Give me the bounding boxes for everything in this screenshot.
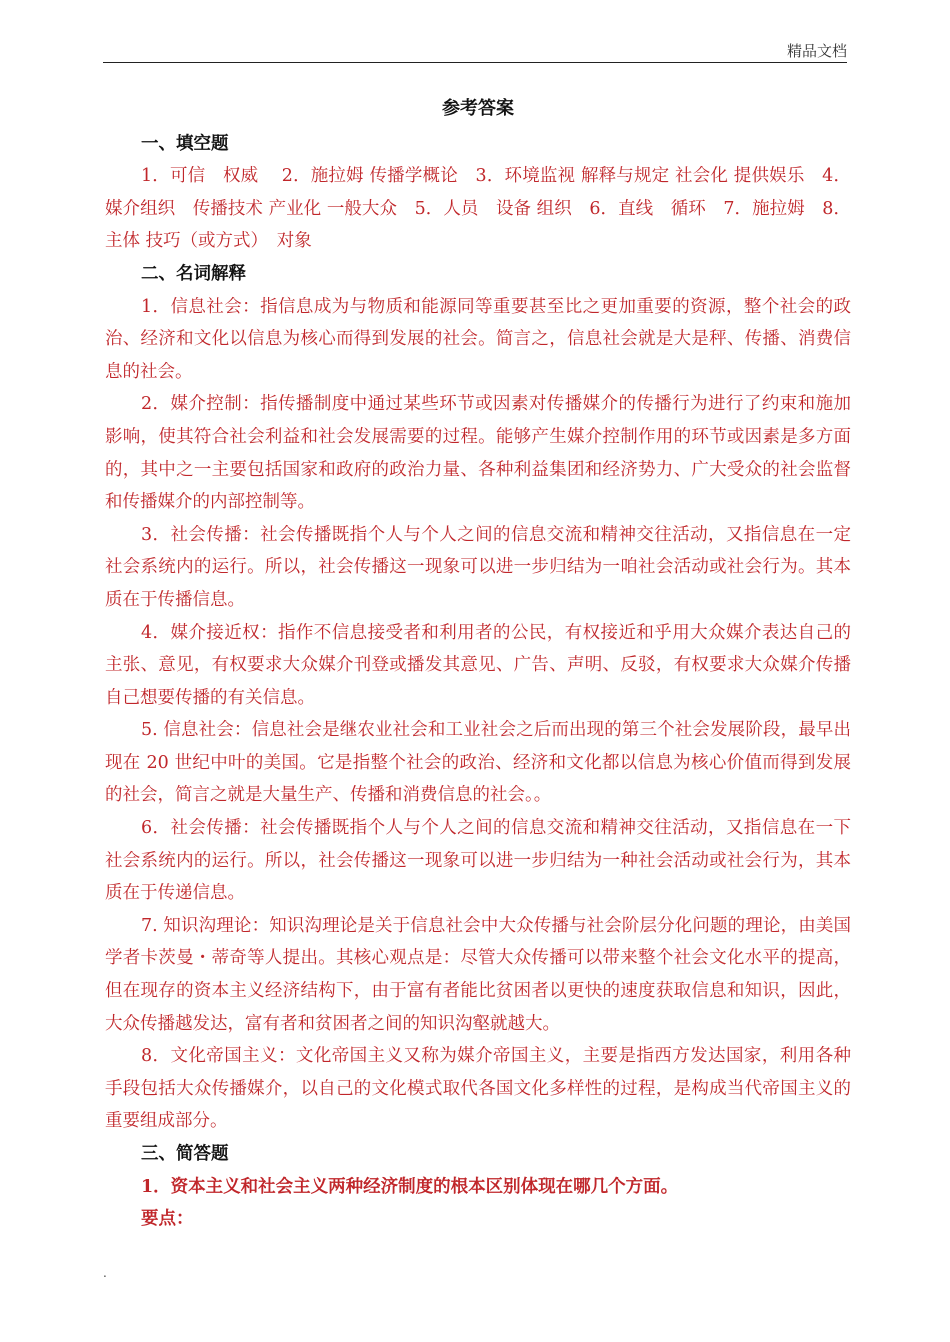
short-answer-question-1: 1．资本主义和社会主义两种经济制度的根本区别体现在哪几个方面。 — [141, 1176, 679, 1197]
section-heading-short-answer: 三、简答题 — [141, 1144, 229, 1164]
header-label: 精品文档 — [786, 42, 847, 60]
document-body — [105, 93, 851, 1236]
section-heading-fill-blank: 一、填空题 — [141, 133, 229, 154]
term-item-3: 3．社会传播：社会传播既指个人与个人之间的信息交流和精神交往活动，又指信息在一定社会系统内的运行。所以，社会传播这一现象可以进一步归结为一咱社会活动或社会行为。其本质在于传播信息。 — [105, 524, 851, 610]
fill-blank-answers: 1．可信 权威 2．施拉姆 传播学概论 3．环境监视 解释与规定 社会化 提供娱乐 4．媒介组织 传播技术 产业化 一般大众 5．人员 设备 组织 6．直线 循环 7．施拉姆 8．主体 技巧（或方式） 对象 — [105, 166, 851, 252]
header-rule — [103, 62, 847, 63]
term-item-7: 7. 知识沟理论：知识沟理论是关于信息社会中大众传播与社会阶层分化问题的理论，由美国学者卡茨曼・蒂奇等人提出。其核心观点是：尽管大众传播可以带来整个社会文化水平的提高，但在现存的资本主义经济结构下，由于富有者能比贫困者以更快的速度获取信息和知识，因此，大众传播越发达，富有者和贫困者之间的知识沟壑就越大。 — [105, 915, 851, 1034]
key-points-label: 要点： — [141, 1209, 194, 1230]
section-heading-term-explanation: 二、名词解释 — [141, 263, 246, 284]
footer-mark: . — [103, 1266, 107, 1280]
term-item-2: 2．媒介控制：指传播制度中通过某些环节或因素对传播媒介的传播行为进行了约束和施加影响，使其符合社会利益和社会发展需要的过程。能够产生媒介控制作用的环节或因素是多方面的，其中之一主要包括国家和政府的政治力量、各种利益集团和经济势力、广大受众的社会监督和传播媒介的内部控制等。 — [105, 394, 851, 513]
term-item-8: 8．文化帝国主义：文化帝国主义又称为媒介帝国主义，主要是指西方发达国家，利用各种手段包括大众传播媒介，以自己的文化模式取代各国文化多样性的过程，是构成当代帝国主义的重要组成部分。 — [105, 1046, 851, 1132]
term-item-6: 6．社会传播：社会传播既指个人与个人之间的信息交流和精神交往活动，又指信息在一下社会系统内的运行。所以，社会传播这一现象可以进一步归结为一种社会活动或社会行为，其本质在于传递信息。 — [105, 818, 851, 904]
page-title: 参考答案 — [442, 98, 514, 119]
term-item-4: 4．媒介接近权：指作不信息接受者和利用者的公民，有权接近和乎用大众媒介表达自己的主张、意见，有权要求大众媒介刊登或播发其意见、广告、声明、反驳，有权要求大众媒介传播自己想要传播的有关信息。 — [105, 622, 851, 708]
term-item-5: 5. 信息社会：信息社会是继农业社会和工业社会之后而出现的第三个社会发展阶段，最早出现在 20 世纪中叶的美国。它是指整个社会的政治、经济和文化都以信息为核心价值而得到发展的社会，简言之就是大量生产、传播和消费信息的社会。。 — [105, 720, 851, 806]
term-item-1: 1．信息社会：指信息成为与物质和能源同等重要甚至比之更加重要的资源，整个社会的政治、经济和文化以信息为核心而得到发展的社会。简言之，信息社会就是大是秤、传播、消费信息的社会。 — [105, 296, 851, 382]
